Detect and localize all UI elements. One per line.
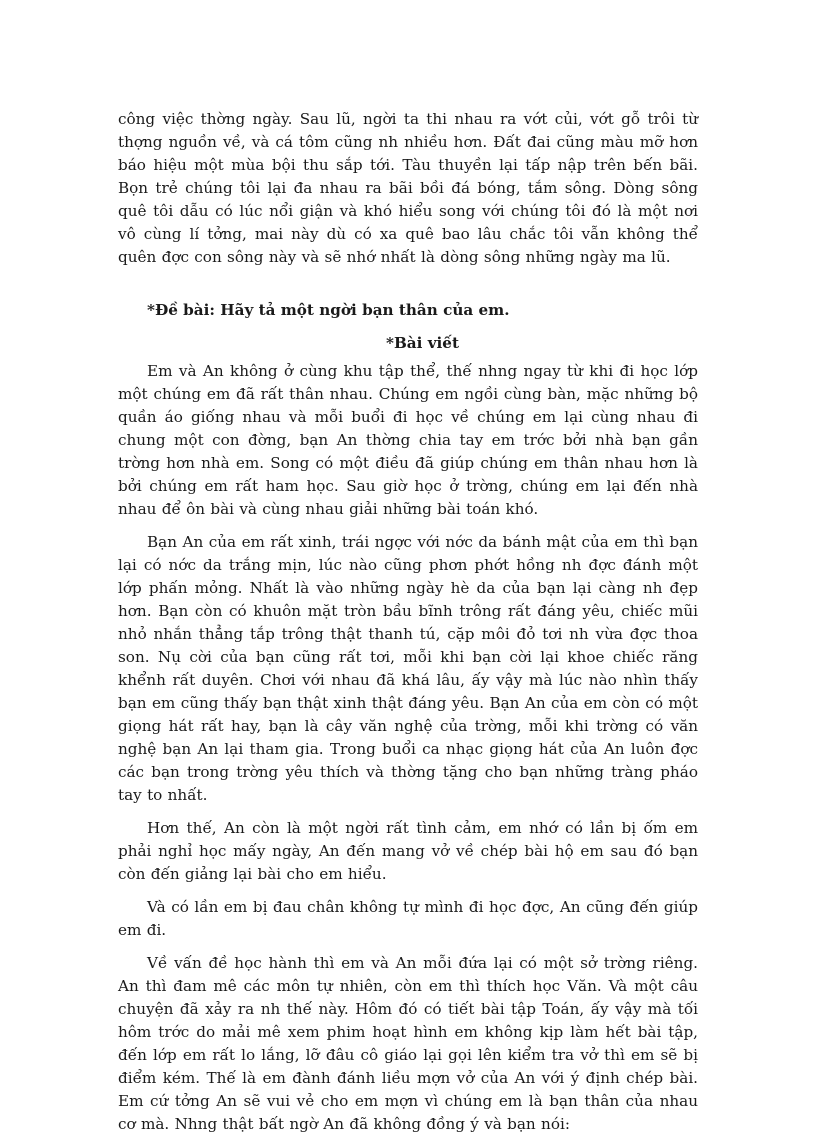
essay-body: [118, 360, 698, 1146]
paragraph-river: công việc thờng ngày. Sau lũ, ngời ta thi nhau ra vớt củi, vớt gỗ trôi từ thợng nguồn về, và cá tôm cũng nh nhiều hơn. Đất đai cũng màu mỡ hơn báo hiệu một mùa bội thu sắp tới. Tàu thuyền lại tấp nập trên bến bãi. Bọn trẻ chúng tôi lại đa nhau ra bãi bồi đá bóng, tắm sông. Dòng sông quê tôi dẫu có lúc nổi giận và khó hiểu song với chúng tôi đó là một nơi vô cùng lí tởng, mai này dù có xa quê bao lâu chắc tôi vẫn không thể quên đợc con sông này và sẽ nhớ nhất là dòng sông những ngày ma lũ.: [118, 110, 698, 266]
paragraph-appearance: Bạn An của em rất xinh, trái ngợc với nớc da bánh mật của em thì bạn lại có nớc da trắng mịn, lúc nào cũng phơn phớt hồng nh đợc đánh một lớp phấn mỏng. Nhất là vào những ngày hè da của bạn lại càng nh đẹp hơn. Bạn còn có khuôn mặt tròn bầu bĩnh trông rất đáng yêu, chiếc mũi nhỏ nhắn thẳng tắp trông thật thanh tú, cặp môi đỏ tơi nh vừa đợc thoa son. Nụ cời của bạn cũng rất tơi, mỗi khi bạn cời lại khoe chiếc răng khểnh rất duyên. Chơi với nhau đã khá lâu, ấy vậy mà lúc nào nhìn thấy bạn em cũng thấy bạn thật xinh thật đáng yêu. Bạn An của em còn có một giọng hát rất hay, bạn là cây văn nghệ của trờng, mỗi khi trờng có văn nghệ bạn An lại tham gia. Trong buổi ca nhạc giọng hát của An luôn đợc các bạn trong trờng yêu thích và thờng tặng cho bạn những tràng pháo tay to nhất.: [118, 533, 698, 804]
essay-heading: *Bài viết: [386, 334, 459, 352]
text-block-top: [118, 108, 698, 269]
prompt-heading: *Đề bài: Hãy tả một ngời bạn thân của em.: [147, 301, 510, 319]
paragraph-help: Và có lần em bị đau chân không tự mình đi học đợc, An cũng đến giúp em đi.: [118, 898, 698, 939]
paragraph-caring: Hơn thế, An còn là một ngời rất tình cảm, em nhớ có lần bị ốm em phải nghỉ học mấy ngày, An đến mang vở về chép bài hộ em sau đó bạn còn đến giảng lại bài cho em hiểu.: [118, 819, 698, 883]
paragraph-study: Về vấn đề học hành thì em và An mỗi đứa lại có một sở trờng riêng. An thì đam mê các môn tự nhiên, còn em thì thích học Văn. Và một câu chuyện đã xảy ra nh thế này. Hôm đó có tiết bài tập Toán, ấy vậy mà tối hôm trớc do mải mê xem phim hoạt hình em không kịp làm hết bài tập, đến lớp em rất lo lắng, lỡ đâu cô giáo lại gọi lên kiểm tra vở thì em sẽ bị điểm kém. Thế là em đành đánh liều mợn vở của An với ý định chép bài. Em cứ tởng An sẽ vui vẻ cho em mợn vì chúng em là bạn thân của nhau cơ mà. Nhng thật bất ngờ An đã không đồng ý và bạn nói:: [118, 954, 698, 1133]
paragraph-friendship: Em và An không ở cùng khu tập thể, thế nhng ngay từ khi đi học lớp một chúng em đã rất thân nhau. Chúng em ngồi cùng bàn, mặc những bộ quần áo giống nhau và mỗi buổi đi học về chúng em lại cùng nhau đi chung một con đờng, bạn An thờng chia tay em trớc bởi nhà bạn gần trờng hơn nhà em. Song có một điều đã giúp chúng em thân nhau hơn là bởi chúng em rất ham học. Sau giờ học ở trờng, chúng em lại đến nhà nhau để ôn bài và cùng nhau giải những bài toán khó.: [118, 362, 698, 518]
